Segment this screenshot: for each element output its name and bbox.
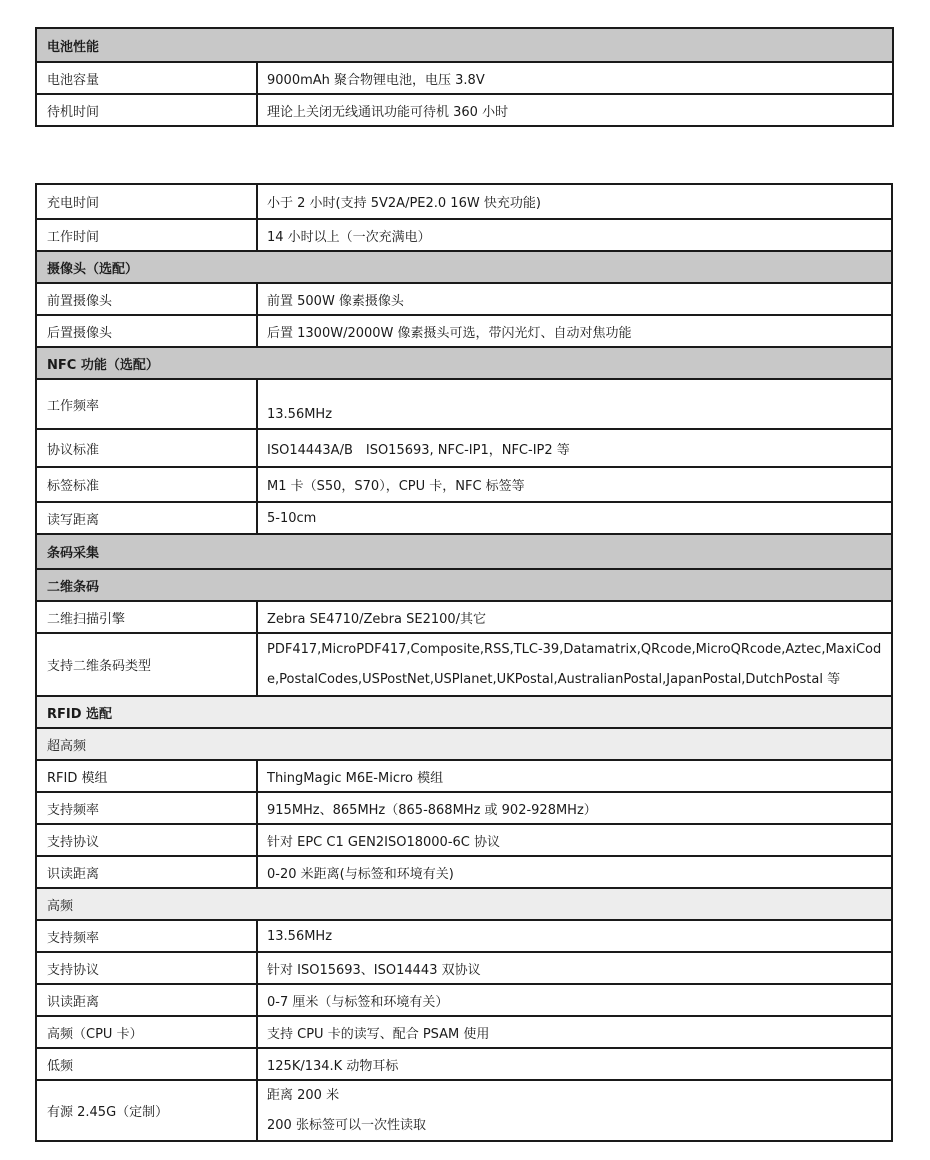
subsection-title: 高频 <box>47 898 74 914</box>
battery-spec-table <box>35 27 894 127</box>
row-label: 二维扫描引擎 <box>37 602 258 632</box>
row-label: 识读距离 <box>37 857 258 887</box>
table-row <box>37 1015 891 1047</box>
row-value: 理论上关闭无线通讯功能可待机 360 小时 <box>267 104 509 120</box>
row-value: 前置 500W 像素摄像头 <box>267 293 404 309</box>
value-line: e,PostalCodes,USPostNet,USPlanet,UKPostal,AustralianPostal,JapanPostal,DutchPostal 等 <box>267 671 841 687</box>
row-value: Zebra SE4710/Zebra SE2100/其它 <box>267 611 487 627</box>
row-value <box>258 634 891 695</box>
table-row <box>37 823 891 855</box>
table-row <box>37 466 891 501</box>
row-value: 小于 2 小时(支持 5V2A/PE2.0 16W 快充功能) <box>267 196 541 211</box>
device-spec-table <box>35 183 893 1142</box>
row-label: 前置摄像头 <box>37 284 258 314</box>
value-line: 距离 200 米 <box>267 1087 340 1103</box>
table-row <box>37 600 891 632</box>
row-value: 13.56MHz <box>267 928 333 944</box>
row-label: 充电时间 <box>37 185 258 218</box>
row-label: 工作时间 <box>37 220 258 250</box>
row-value: 125K/134.K 动物耳标 <box>267 1058 399 1074</box>
row-label: 支持协议 <box>37 825 258 855</box>
row-value: 13.56MHz <box>267 407 333 422</box>
row-label: RFID 模组 <box>37 761 258 791</box>
row-label: 有源 2.45G（定制） <box>37 1081 258 1140</box>
row-label: 支持协议 <box>37 953 258 983</box>
table-row <box>37 1047 891 1079</box>
row-value: 针对 ISO15693、ISO14443 双协议 <box>267 962 481 978</box>
section-header-rfid <box>37 695 891 727</box>
section-title: 摄像头（选配） <box>47 261 139 277</box>
value-line: 200 张标签可以一次性读取 <box>267 1117 426 1133</box>
row-label: 读写距离 <box>37 503 258 533</box>
row-label: 电池容量 <box>37 63 258 93</box>
table-row <box>37 282 891 314</box>
table-row <box>37 632 891 695</box>
section-header-barcode <box>37 533 891 568</box>
subsection-header-2d-barcode <box>37 568 891 600</box>
table-row <box>37 983 891 1015</box>
row-label: 支持二维条码类型 <box>37 634 258 695</box>
table-row <box>37 855 891 887</box>
row-value: ThingMagic M6E-Micro 模组 <box>267 770 444 786</box>
row-value: 9000mAh 聚合物锂电池，电压 3.8V <box>267 72 485 88</box>
subsection-header-hf <box>37 887 891 919</box>
table-row <box>37 428 891 466</box>
row-label: 低频 <box>37 1049 258 1079</box>
table-row <box>37 93 892 125</box>
subsection-title: 超高频 <box>47 738 87 754</box>
table-row <box>37 791 891 823</box>
row-value: 5-10cm <box>267 510 317 526</box>
row-value: 针对 EPC C1 GEN2ISO18000-6C 协议 <box>267 834 501 850</box>
row-label: 支持频率 <box>37 793 258 823</box>
table-row <box>37 919 891 951</box>
subsection-title: 二维条码 <box>47 579 100 595</box>
section-title: NFC 功能（选配） <box>47 357 159 373</box>
table-row <box>37 185 891 218</box>
table-row <box>37 218 891 250</box>
row-value: 后置 1300W/2000W 像素摄头可选，带闪光灯、自动对焦功能 <box>267 325 632 341</box>
table-row <box>37 1079 891 1140</box>
row-label: 后置摄像头 <box>37 316 258 346</box>
table-row <box>37 951 891 983</box>
row-value: M1 卡（S50，S70），CPU 卡，NFC 标签等 <box>267 479 525 494</box>
row-value: ISO14443A/B ISO15693, NFC-IP1，NFC-IP2 等 <box>267 442 570 458</box>
row-label: 工作频率 <box>37 380 258 428</box>
section-header-camera <box>37 250 891 282</box>
row-label: 支持频率 <box>37 921 258 951</box>
row-label: 标签标准 <box>37 468 258 501</box>
table-row <box>37 501 891 533</box>
subsection-header-uhf <box>37 727 891 759</box>
row-value <box>258 1081 891 1140</box>
row-value: 0-7 厘米（与标签和环境有关） <box>267 994 449 1010</box>
table-row <box>37 314 891 346</box>
row-value: 14 小时以上（一次充满电） <box>267 229 431 245</box>
section-title: 电池性能 <box>47 39 100 55</box>
row-value: 0-20 米距离(与标签和环境有关) <box>267 866 454 882</box>
section-header-nfc <box>37 346 891 378</box>
row-label: 待机时间 <box>37 95 258 125</box>
row-value: 915MHz、865MHz（865-868MHz 或 902-928MHz） <box>267 802 597 818</box>
table-row <box>37 378 891 428</box>
section-header-battery <box>37 29 892 61</box>
table-row <box>37 61 892 93</box>
row-value: 支持 CPU 卡的读写、配合 PSAM 使用 <box>267 1026 490 1042</box>
row-label: 识读距离 <box>37 985 258 1015</box>
section-title: 条码采集 <box>47 546 100 561</box>
value-line: PDF417,MicroPDF417,Composite,RSS,TLC-39,Datamatrix,QRcode,MicroQRcode,Aztec,MaxiCod <box>267 641 882 657</box>
section-title: RFID 选配 <box>47 706 113 722</box>
row-label: 协议标准 <box>37 430 258 466</box>
row-label: 高频（CPU 卡） <box>37 1017 258 1047</box>
table-row <box>37 759 891 791</box>
